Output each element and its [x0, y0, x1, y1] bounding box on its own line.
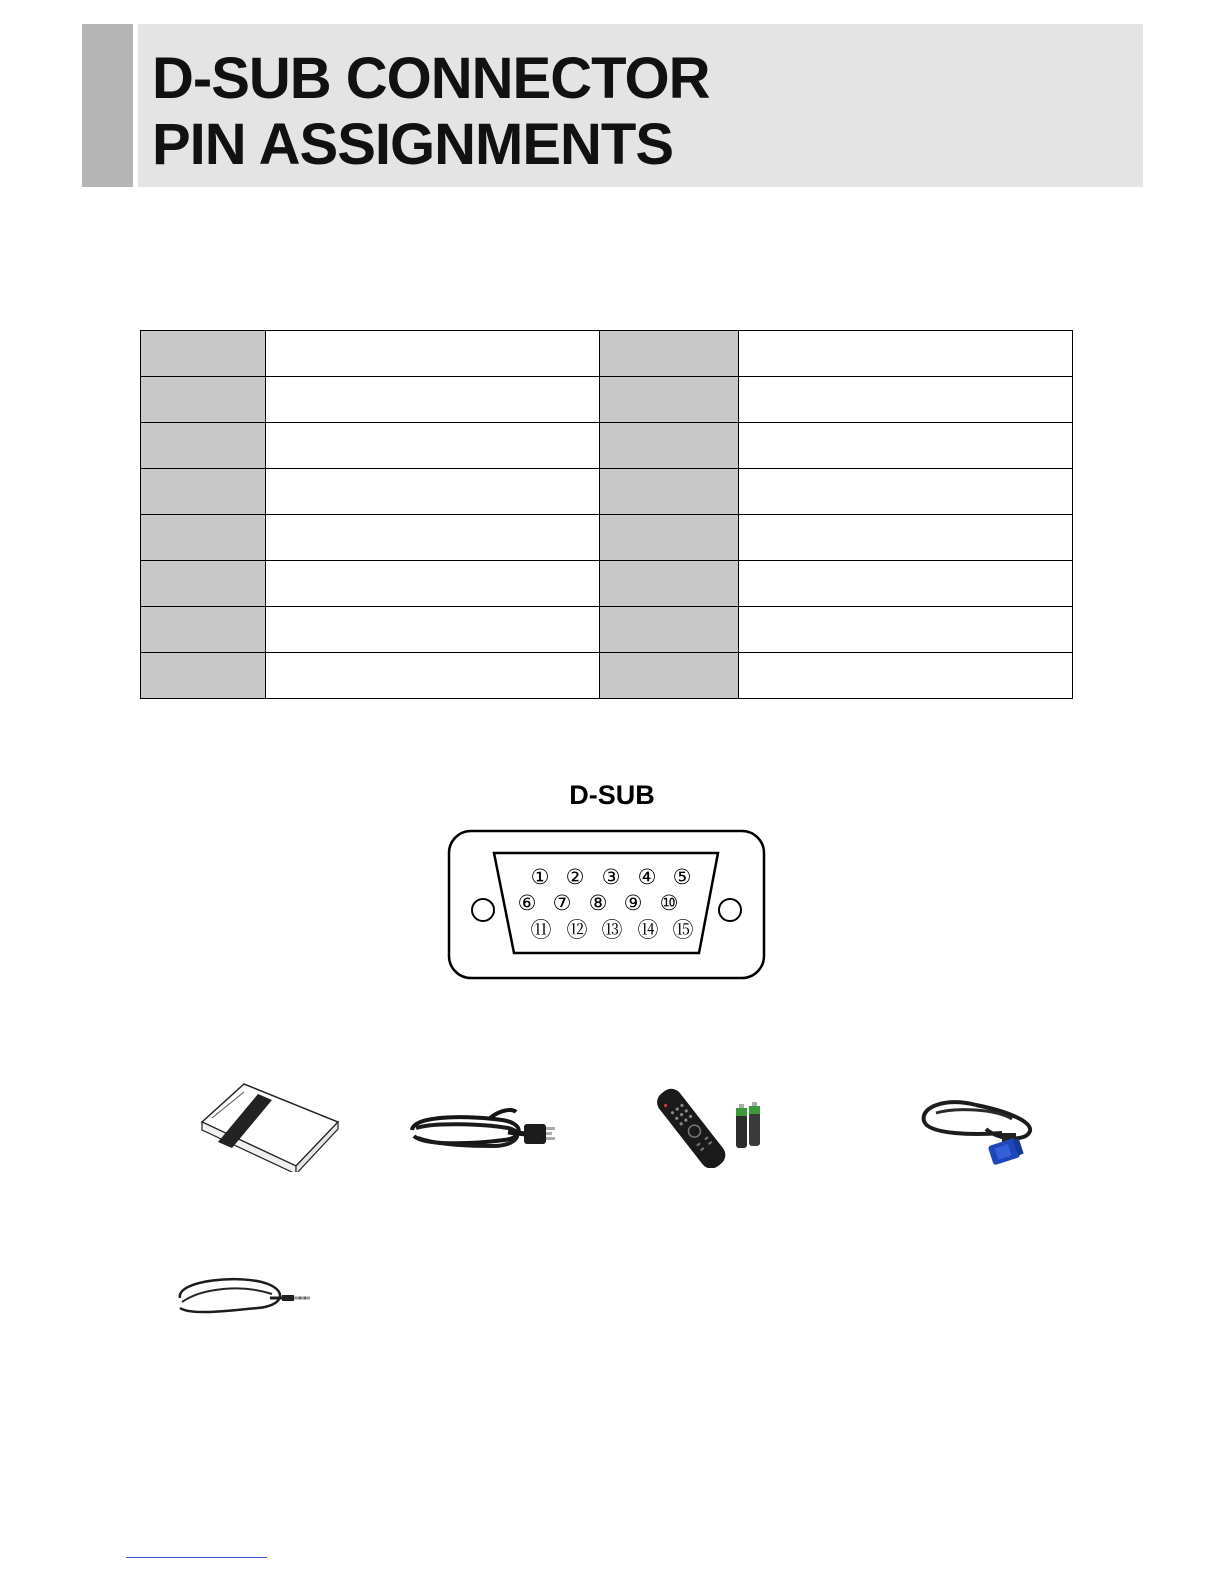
dsub-connector-diagram: [446, 828, 768, 982]
signal-cell: [266, 377, 600, 423]
signal-cell: [739, 469, 1073, 515]
pin-number-cell: [600, 607, 739, 653]
signal-cell: [739, 331, 1073, 377]
pin-number-cell: [141, 653, 266, 699]
pin-number-cell: [141, 331, 266, 377]
signal-cell: [739, 653, 1073, 699]
table-row: [141, 607, 1073, 653]
pin-number-cell: [141, 423, 266, 469]
signal-cell: [266, 515, 600, 561]
pin-label: ④: [637, 865, 657, 889]
header-accent-bar: [82, 24, 133, 187]
table-row: [141, 515, 1073, 561]
dsub-label: D-SUB: [569, 780, 655, 810]
signal-cell: [739, 423, 1073, 469]
remote-control-icon: [652, 1078, 762, 1168]
signal-cell: [266, 331, 600, 377]
pin-label: ⑭: [637, 918, 659, 942]
pin-number-cell: [141, 561, 266, 607]
pin-number-cell: [141, 377, 266, 423]
pin-assignment-table: [140, 330, 1073, 699]
pin-label: ⑫: [566, 918, 588, 942]
signal-cell: [266, 653, 600, 699]
pin-number-cell: [600, 331, 739, 377]
pin-number-cell: [600, 561, 739, 607]
signal-cell: [266, 607, 600, 653]
table-row: [141, 653, 1073, 699]
pin-number-cell: [141, 515, 266, 561]
pin-label: ③: [601, 865, 621, 889]
pin-label: ⑦: [552, 891, 572, 915]
page-title-line-2: PIN ASSIGNMENTS: [152, 112, 674, 177]
signal-cell: [739, 377, 1073, 423]
pin-label: ⑪: [530, 918, 552, 942]
table-row: [141, 469, 1073, 515]
audio-cable-icon: [172, 1270, 314, 1320]
page-title-line-1: D-SUB CONNECTOR: [152, 46, 710, 111]
mounting-hole-right: [719, 899, 741, 921]
pin-label: ⑬: [601, 918, 623, 942]
signal-cell: [266, 561, 600, 607]
pin-number-cell: [141, 469, 266, 515]
pin-number-cell: [600, 423, 739, 469]
signal-cell: [739, 515, 1073, 561]
power-cord-icon: [404, 1102, 556, 1158]
signal-cell: [739, 561, 1073, 607]
pin-number-cell: [141, 607, 266, 653]
pin-label: ②: [565, 865, 585, 889]
table-row: [141, 377, 1073, 423]
pin-label: ⑥: [517, 891, 537, 915]
page-title: [152, 46, 710, 178]
pin-label: ⑤: [672, 865, 692, 889]
pin-label: ⑧: [588, 891, 608, 915]
signal-cell: [266, 469, 600, 515]
pin-label: ①: [530, 865, 550, 889]
table-row: [141, 423, 1073, 469]
pin-number-cell: [600, 377, 739, 423]
pin-label: ⑮: [672, 918, 694, 942]
table-row: [141, 561, 1073, 607]
vga-cable-icon: [916, 1093, 1040, 1169]
user-manual-icon: [200, 1082, 340, 1172]
pin-number-cell: [600, 515, 739, 561]
pin-label: ⑩: [659, 891, 679, 915]
mounting-hole-left: [472, 899, 494, 921]
pin-label: ⑨: [623, 891, 643, 915]
footer-link-underline: [126, 1557, 267, 1558]
pin-number-cell: [600, 469, 739, 515]
signal-cell: [739, 607, 1073, 653]
signal-cell: [266, 423, 600, 469]
pin-number-cell: [600, 653, 739, 699]
table-row: [141, 331, 1073, 377]
